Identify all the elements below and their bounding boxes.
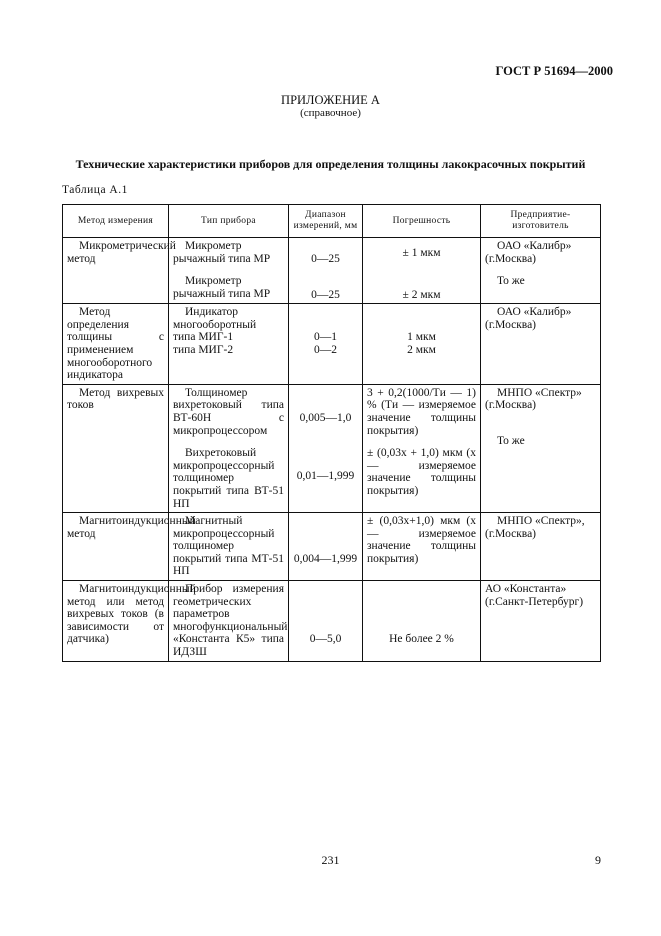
maker-text: МНПО «Спектр» (г.Москва) — [485, 386, 582, 412]
method-cell: Магнитоиндукционный метод — [63, 513, 169, 581]
error-text: ± (0,03x + 1,0) мкм (x — измеряемое значение толщины покрытия) — [367, 447, 476, 497]
range-text: 0,004—1,999 — [293, 553, 358, 566]
range-text: 0—5,0 — [309, 633, 342, 646]
device-cell: Прибор измерения геометрических параметров многофункциональный «Константа К5» типа ИДЗШ — [169, 581, 289, 662]
device-text: Индикатор многооборотный — [173, 306, 257, 331]
table-header-row — [63, 205, 601, 238]
standard-number: ГОСТ Р 51694—2000 — [495, 64, 613, 78]
table-row — [63, 238, 601, 304]
method-cell: Метод определения толщины с применением многооборотного индикатора — [63, 304, 169, 385]
range-cell — [289, 304, 363, 385]
table-row — [63, 384, 601, 512]
page-number-right: 9 — [595, 853, 601, 867]
error-text: Не более 2 % — [389, 633, 454, 646]
device-text: Толщиномер вихретоковый типа ВТ-60Н с микропроцессором — [173, 386, 284, 437]
maker-cell: АО «Константа» (г.Санкт-Петербург) — [481, 581, 601, 662]
page-number-center: 231 — [321, 853, 340, 867]
appendix-title: ПРИЛОЖЕНИЕ А — [281, 93, 380, 107]
error-cell — [363, 304, 481, 385]
error-cell — [363, 384, 481, 512]
table-row — [63, 581, 601, 662]
error-text: ± 2 мкм — [402, 288, 441, 301]
error-text: ± 1 мкм — [402, 247, 441, 259]
table-label: Таблица А.1 — [62, 184, 128, 196]
range-text: 0,005—1,0 — [299, 411, 352, 424]
device-text: типа МИГ-1 — [173, 331, 234, 344]
range-text: 0—25 — [311, 253, 340, 265]
table-row — [63, 513, 601, 581]
maker-cell — [481, 384, 601, 512]
maker-text: ОАО «Калибр» (г.Москва) — [485, 240, 572, 265]
range-text: 0—25 — [311, 288, 340, 301]
range-cell — [289, 513, 363, 581]
col-header-error: Погрешность — [363, 205, 481, 238]
col-header-maker: Предприятие-изготовитель — [481, 205, 601, 238]
error-text: 3 + 0,2(1000/Tи — 1) % (Tи — измеряемое значение толщины покрытия) — [367, 386, 476, 437]
method-cell: Метод вихревых токов — [63, 384, 169, 512]
col-header-device: Тип прибора — [169, 205, 289, 238]
error-cell — [363, 581, 481, 662]
col-header-method: Метод измерения — [63, 205, 169, 238]
device-cell — [169, 304, 289, 385]
maker-cell: МНПО «Спектр», (г.Москва) — [481, 513, 601, 581]
device-text: типа МИГ-2 — [173, 343, 234, 356]
maker-text: То же — [497, 434, 525, 447]
range-text: 0,01—1,999 — [296, 470, 355, 483]
maker-cell: ОАО «Калибр» (г.Москва) — [481, 304, 601, 385]
specs-table — [62, 204, 601, 662]
maker-cell — [481, 238, 601, 304]
appendix-heading — [0, 94, 661, 120]
error-text: 2 мкм — [407, 343, 436, 356]
device-text: Вихретоковый микропроцессорный толщиномер покрытий типа ВТ-51 НП — [173, 447, 284, 510]
table-row — [63, 304, 601, 385]
col-header-range: Диапазон измерений, мм — [289, 205, 363, 238]
method-cell: Магнитоиндукционный метод или метод вихревых токов (в зависимости от датчика) — [63, 581, 169, 662]
range-text: 0—2 — [314, 343, 337, 356]
range-text: 0—1 — [314, 331, 337, 344]
error-cell: ± (0,03x+1,0) мкм (x — измеряемое значение толщины покрытия) — [363, 513, 481, 581]
range-cell — [289, 581, 363, 662]
document-title: Технические характеристики приборов для определения толщины лакокрасочных покрытий — [75, 157, 586, 171]
device-cell — [169, 238, 289, 304]
error-cell — [363, 238, 481, 304]
error-text: 1 мкм — [407, 331, 436, 344]
range-cell — [289, 238, 363, 304]
device-cell — [169, 384, 289, 512]
appendix-note: (справочное) — [300, 107, 361, 119]
maker-text: То же — [497, 275, 525, 288]
range-cell — [289, 384, 363, 512]
method-cell: Микрометрический метод — [63, 238, 169, 304]
device-cell: Магнитный микропроцессорный толщиномер покрытий типа МТ-51 НП — [169, 513, 289, 581]
device-text: Микрометр рычажный типа МР — [173, 240, 271, 265]
device-text: Микрометр рычажный типа МР — [173, 275, 271, 300]
